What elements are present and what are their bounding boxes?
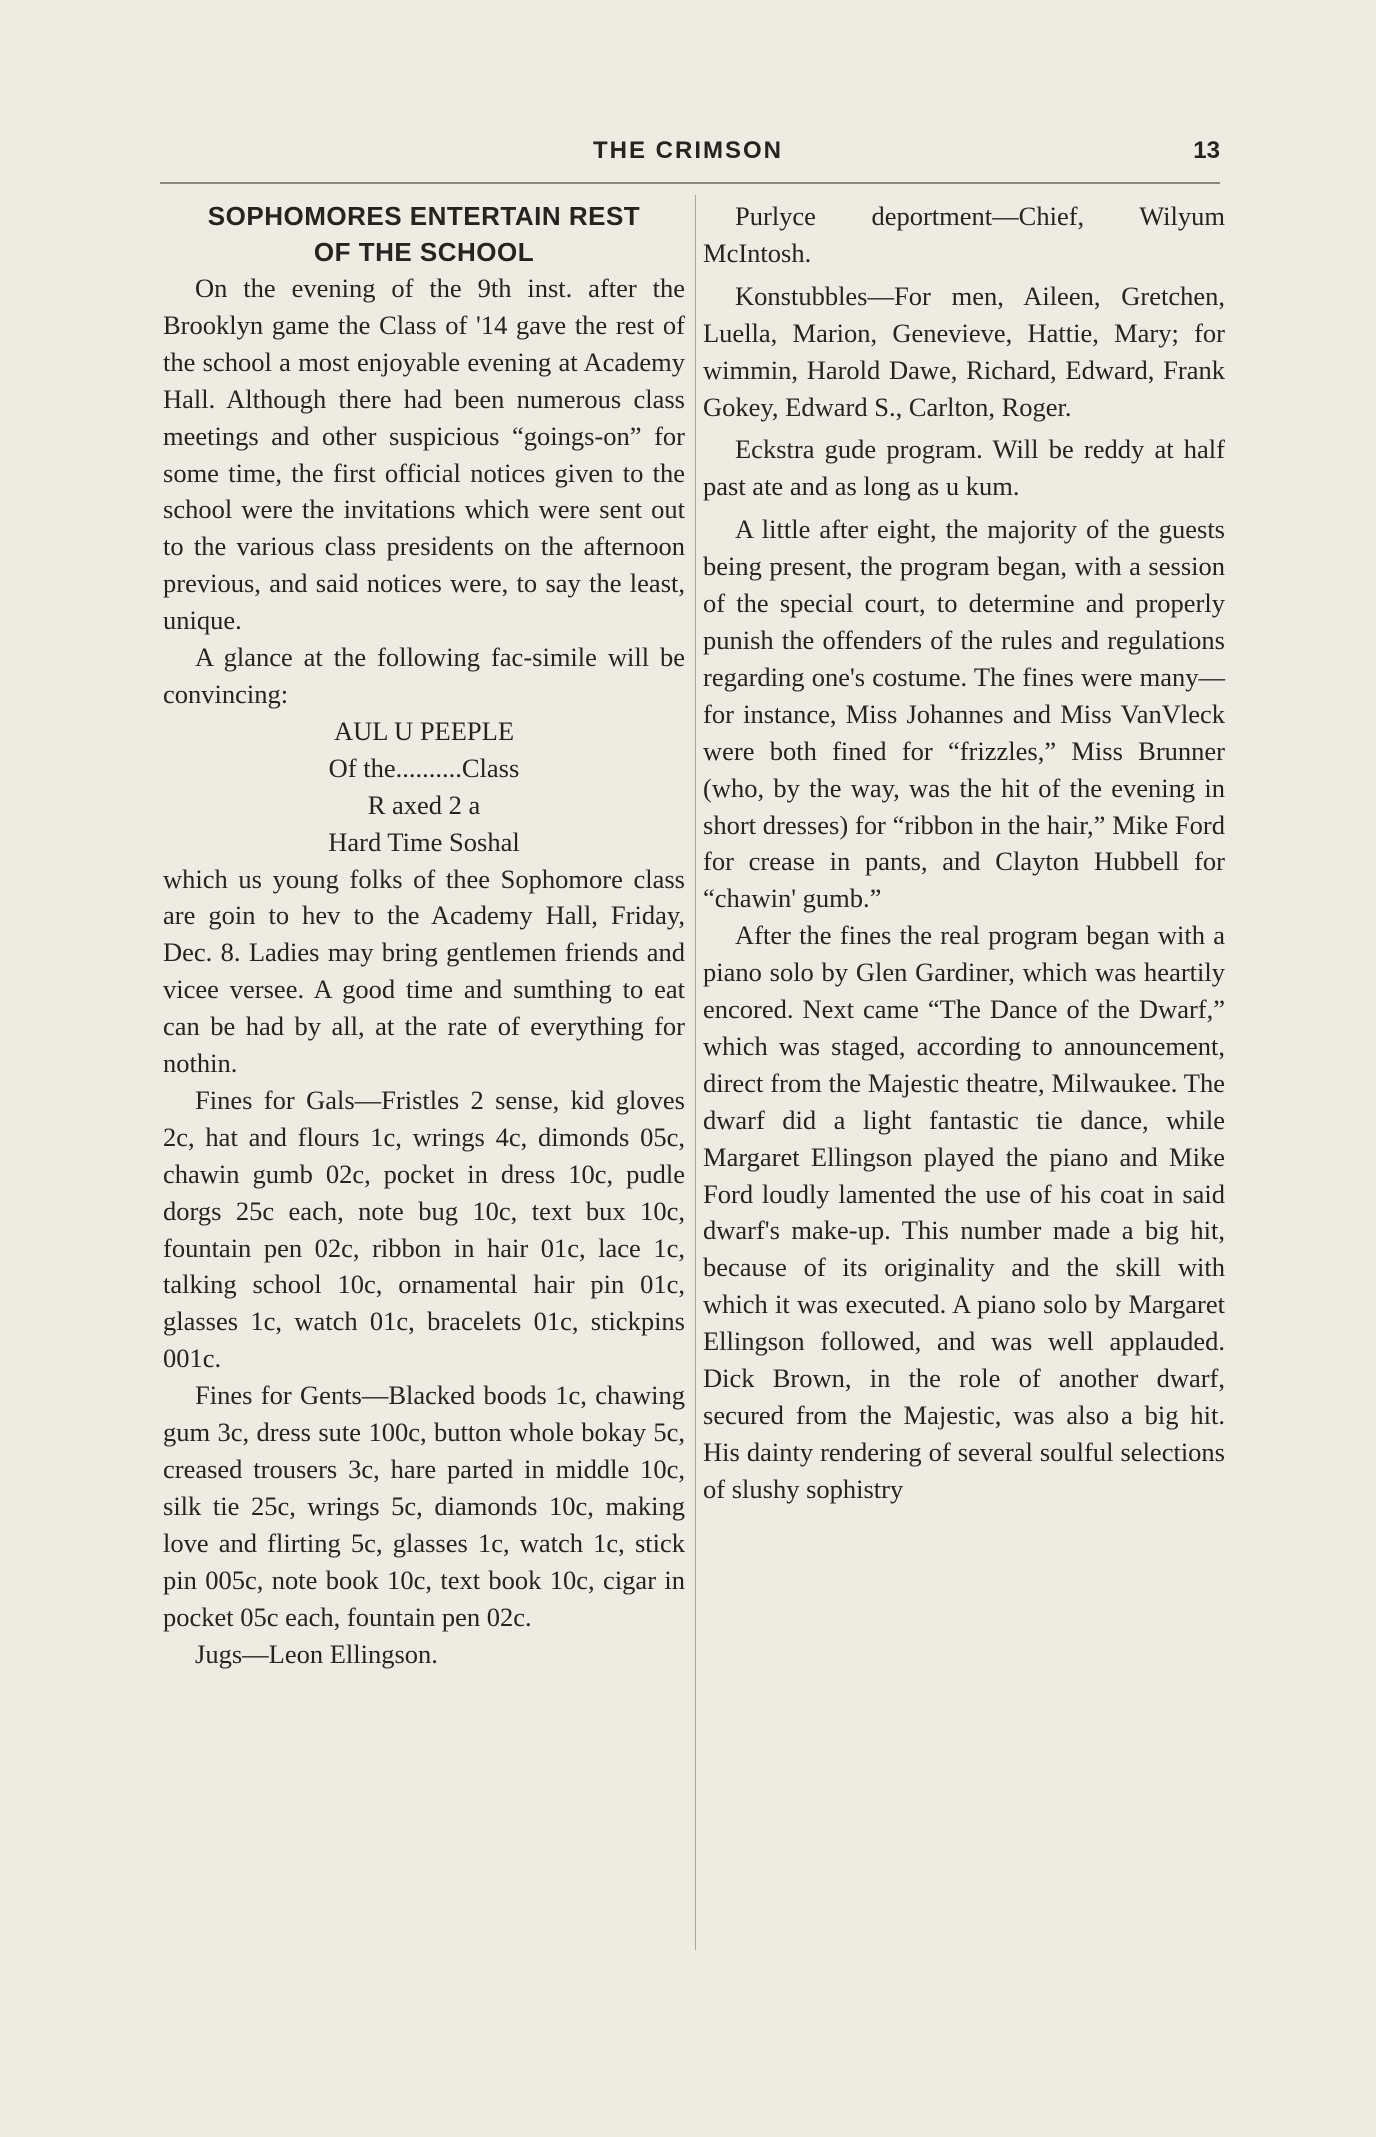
left-column bbox=[163, 198, 685, 1672]
page-header-title: THE CRIMSON bbox=[593, 137, 783, 164]
paragraph-konstubbles: Konstubbles—For men, Aileen, Gretchen, Luella, Marion, Genevieve, Hattie, Mary; for wimmin, Harold Dawe, Richard, Edward, Frank Gokey, Edward S., Carlton, Roger. bbox=[703, 280, 1225, 422]
paragraph-invitation-body: which us young folks of thee Sophomore class are goin to hev to the Academy Hall, Friday, Dec. 8. Ladies may bring gentlemen friends and vicee versee. A good time and sumthing to eat can be had by all, at the rate of everything for nothin. bbox=[163, 863, 685, 1079]
invitation-line: AUL U PEEPLE bbox=[333, 715, 515, 746]
paragraph-intro: On the evening of the 9th inst. after the Brooklyn game the Class of '14 gave the rest of the school a most enjoyable evening at Academy Hall. Although there had been numerous class meetings and other suspicious “goings-on” for some time, the first official notices given to the school were the invitations which were sent out to the various class presidents on the afternoon previous, and said notices were, to say the least, unique. bbox=[163, 273, 685, 636]
paragraph-program-events: After the fines the real program began with a piano solo by Glen Gardiner, which was heartily encored. Next came “The Dance of the Dwarf,” which was staged, according to announcement, direct from the Majestic theatre, Milwaukee. The dwarf did a light fantastic tie dance, while Margaret Ellingson played the piano and Mike Ford loudly lamented the use of his coat in said dwarf's make-up. This number made a big hit, because of its originality and the skill with which it was executed. A piano solo by Margaret Ellingson followed, and was well applauded. Dick Brown, in the role of another dwarf, secured from the Majestic, was also a big hit. His dainty rendering of several soulful selections of slushy sophistry bbox=[703, 920, 1225, 1504]
column-divider bbox=[695, 195, 696, 1950]
paragraph-fines-gals: Fines for Gals—Fristles 2 sense, kid gloves 2c, hat and flours 1c, wrings 4c, dimonds 05c, chawin gumb 02c, pocket in dress 10c, pudle dorgs 25c each, note bug 10c, text bux 10c, fountain pen 02c, ribbon in hair 01c, lace 1c, talking school 10c, ornamental hair pin 01c, glasses 1c, watch 01c, bracelets 01c, stickpins 001c. bbox=[163, 1084, 685, 1374]
headline-line-1: SOPHOMORES ENTERTAIN REST bbox=[207, 201, 641, 231]
paragraph-court: A little after eight, the majority of the guests being present, the program began, with a session of the special court, to determine and properly punish the offenders of the rules and regulations regarding one's costume. The fines were many—for instance, Miss Johannes and Miss VanVleck were both fined for “frizzles,” Miss Brunner (who, by the way, was the hit of the evening in short dresses) for “ribbon in the hair,” Mike Ford for crease in pants, and Clayton Hubbell for “chawin' gumb.” bbox=[703, 514, 1225, 914]
article-headline bbox=[163, 198, 685, 270]
headline-line-2: OF THE SCHOOL bbox=[313, 237, 535, 267]
paragraph-facsimile-intro: A glance at the following fac-simile will be convincing: bbox=[163, 642, 685, 709]
paragraph-purlyce: Purlyce deportment—Chief, Wilyum McIntosh. bbox=[703, 201, 1225, 268]
invitation-line: Hard Time Soshal bbox=[328, 826, 520, 857]
page-number: 13 bbox=[1193, 137, 1220, 164]
paragraph-fines-gents: Fines for Gents—Blacked boods 1c, chawing gum 3c, dress sute 100c, button whole bokay 5c, creased trousers 3c, hare parted in middle 10c, silk tie 25c, wrings 5c, diamonds 10c, making love and flirting 5c, glasses 1c, watch 1c, stick pin 005c, note book 10c, text book 10c, cigar in pocket 05c each, fountain pen 02c. bbox=[163, 1380, 685, 1632]
paragraph-jugs: Jugs—Leon Ellingson. bbox=[195, 1638, 438, 1669]
invitation-line: Of the..........Class bbox=[328, 752, 520, 783]
header-rule bbox=[160, 182, 1220, 184]
paragraph-program: Eckstra gude program. Will be reddy at half past ate and as long as u kum. bbox=[703, 434, 1225, 502]
invitation-line: R axed 2 a bbox=[367, 789, 481, 820]
right-column bbox=[703, 198, 1225, 1508]
